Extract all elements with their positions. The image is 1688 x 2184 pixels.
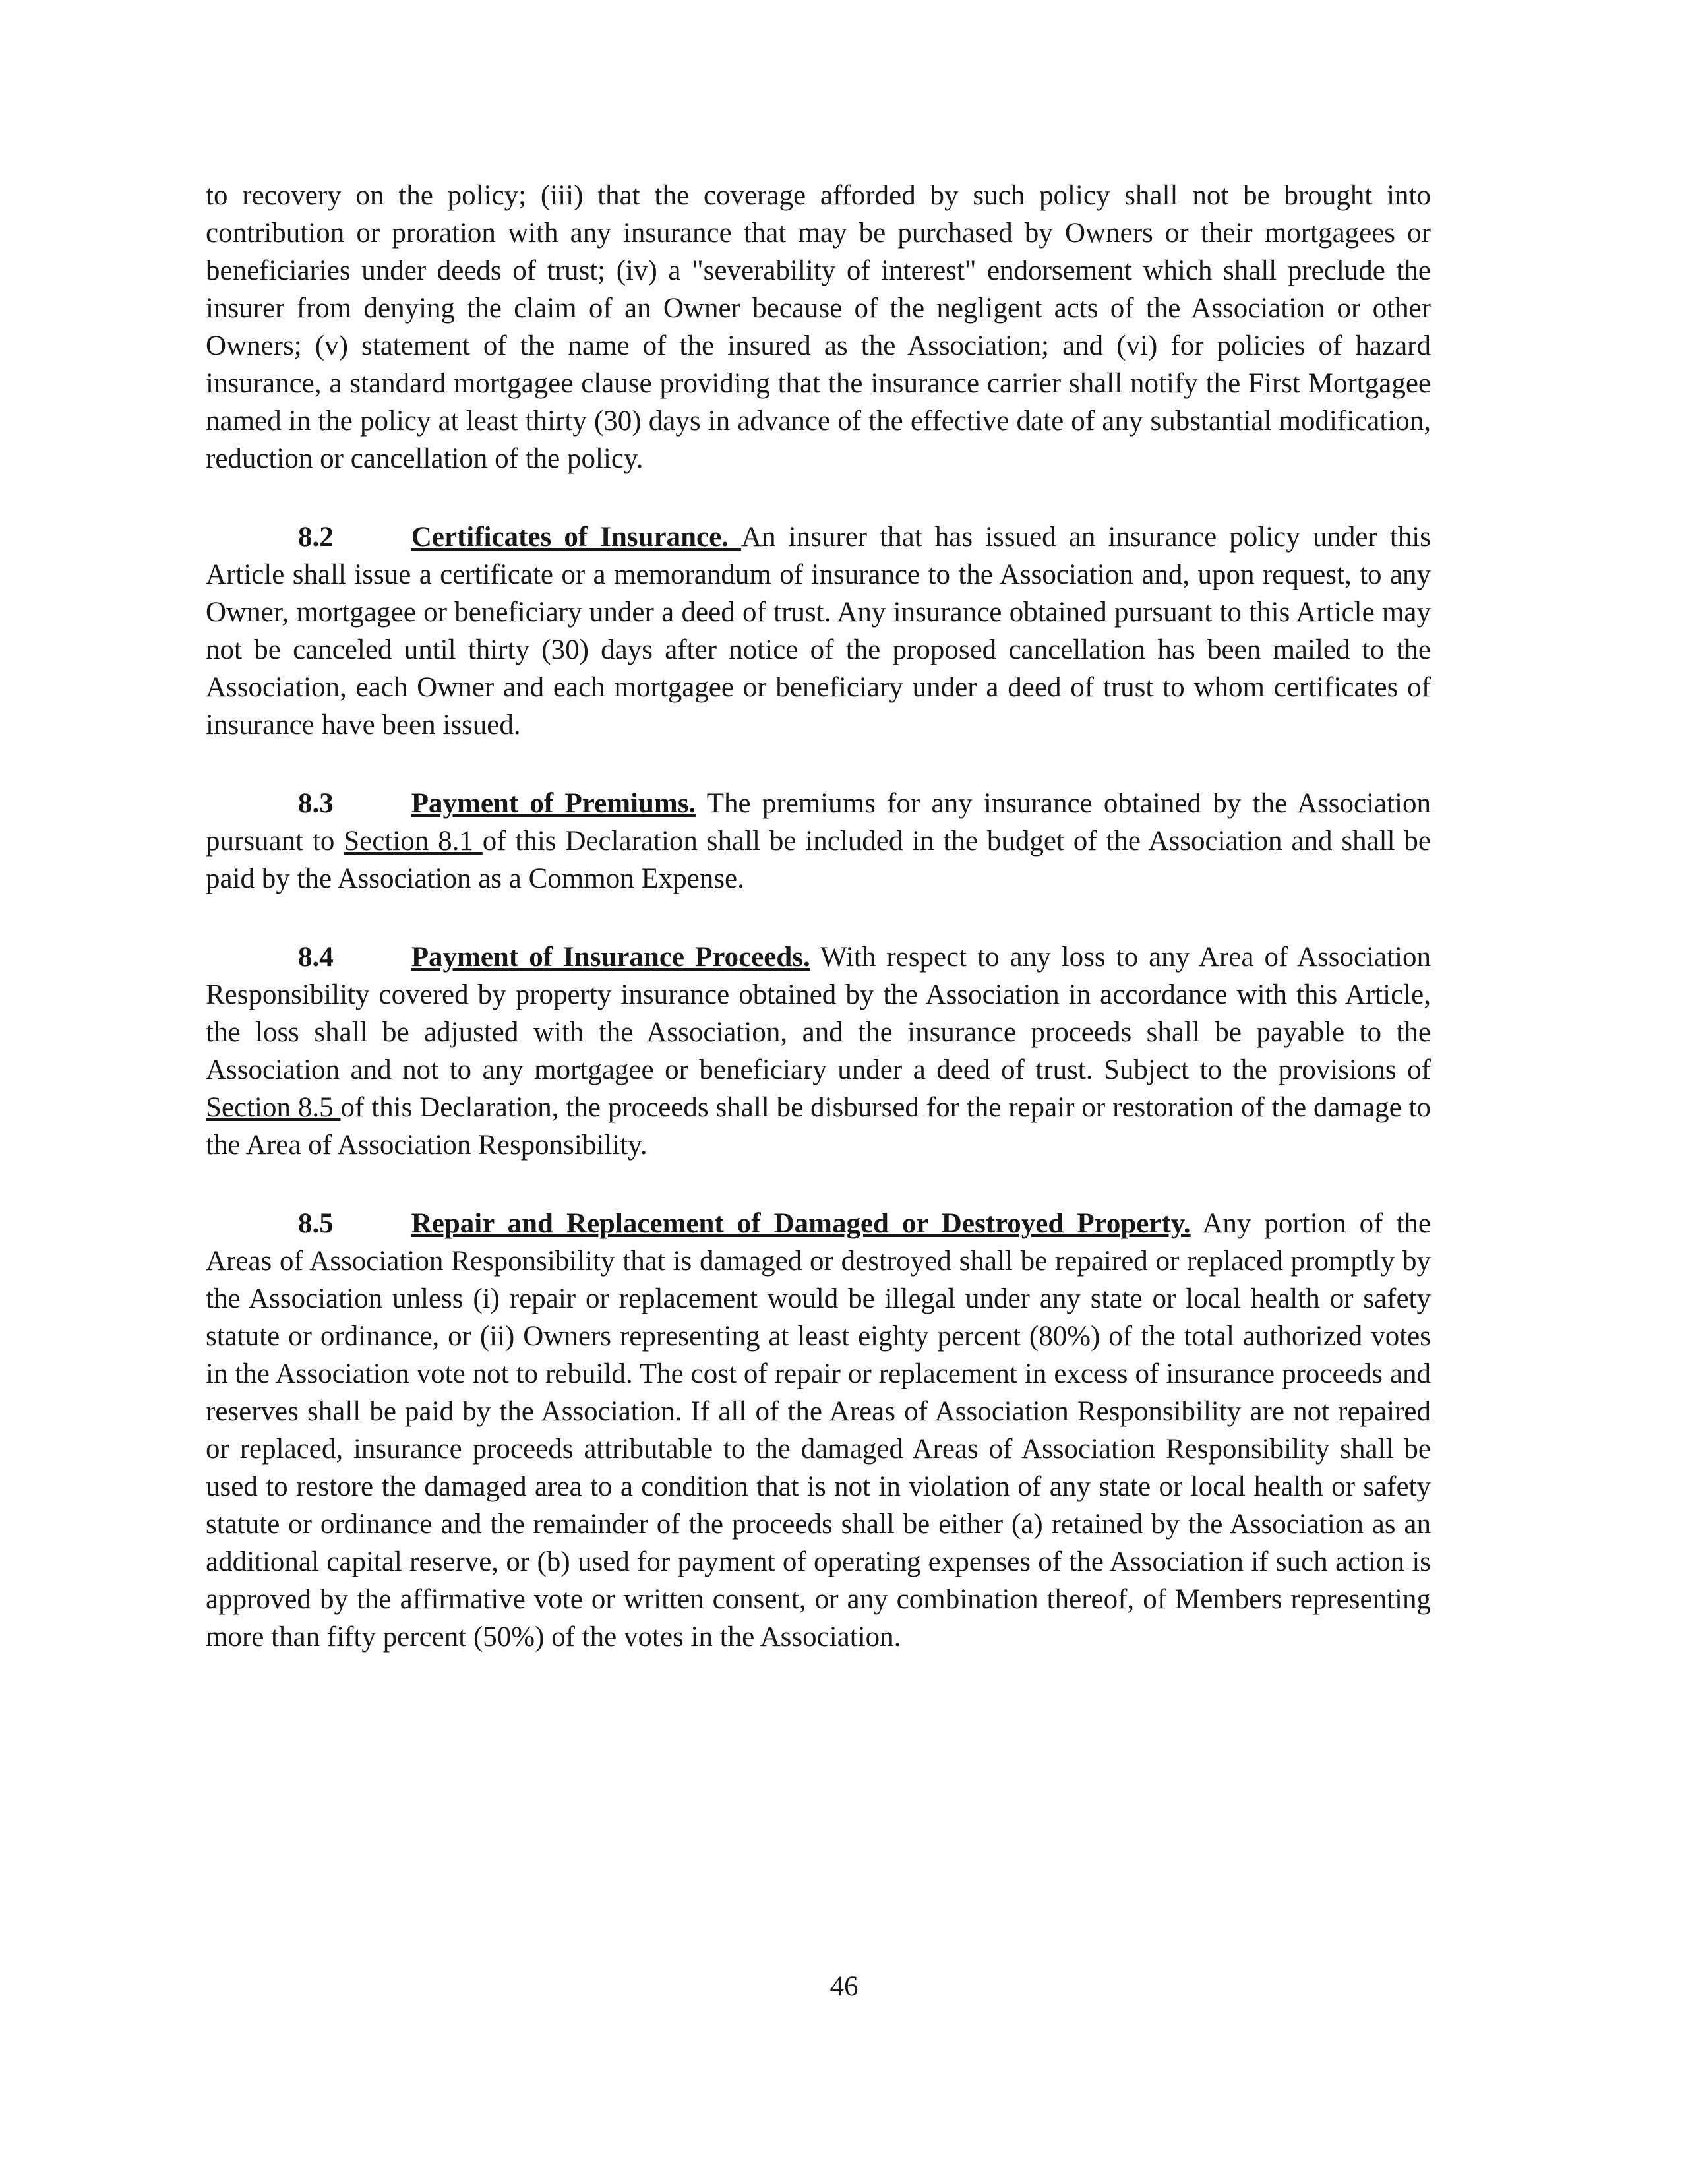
section-8-4-body: With respect to any loss to any Area of Association Responsibility covered by property insurance obtained by the Association in accordance with this Article, the loss shall be adjusted with the Association, and the insurance proceeds shall be payable to the Association and not to any mortgagee or beneficiary under a deed of trust. Subject to the provisions of <box>206 942 1431 1085</box>
section-8-2-number: 8.2 <box>298 522 334 553</box>
intro-paragraph: to recovery on the policy; (iii) that the coverage afforded by such policy shall not be brought into contribution or proration with any insurance that may be purchased by Owners or their mortgagees or beneficiaries under deeds of trust; (iv) a "severability of interest" endorsement which shall preclude the insurer from denying the claim of an Owner because of the negligent acts of the Association or other Owners; (v) statement of the name of the insured as the Association; and (vi) for policies of hazard insurance, a standard mortgagee clause providing that the insurance carrier shall notify the First Mortgagee named in the policy at least thirty (30) days in advance of the effective date of any substantial modification, reduction or cancellation of the policy. <box>206 180 1431 474</box>
section-8-3-heading: Payment of Premiums. <box>411 788 696 819</box>
page-number: 46 <box>829 1971 859 2002</box>
section-8-5 <box>206 1205 1431 1656</box>
section-8-5-body: Any portion of the Areas of Association Responsibility that is damaged or destroyed shall be repaired or replaced promptly by the Association unless (i) repair or replacement would be illegal under any state or local health or safety statute or ordinance, or (ii) Owners representing at least eighty percent (80%) of the total authorized votes in the Association vote not to rebuild. The cost of repair or replacement in excess of insurance proceeds and reserves shall be paid by the Association. If all of the Areas of Association Responsibility are not repaired or replaced, insurance proceeds attributable to the damaged Areas of Association Responsibility shall be used to restore the damaged area to a condition that is not in violation of any state or local health or safety statute or ordinance and the remainder of the proceeds shall be either (a) retained by the Association as an additional capital reserve, or (b) used for payment of operating expenses of the Association if such action is approved by the affirmative vote or written consent, or any combination thereof, of Members representing more than fifty percent (50%) of the votes in the Association. <box>206 1208 1432 1653</box>
section-8-4-reference: Section 8.5 <box>206 1092 341 1123</box>
section-8-4-number: 8.4 <box>298 942 334 973</box>
section-8-4-heading: Payment of Insurance Proceeds. <box>411 942 810 973</box>
section-8-3 <box>206 785 1431 897</box>
section-8-2-body: An insurer that has issued an insurance policy under this Article shall issue a certificate or a memorandum of insurance to the Association and, upon request, to any Owner, mortgagee or beneficiary under a deed of trust. Any insurance obtained pursuant to this Article may not be canceled until thirty (30) days after notice of the proposed cancellation has been mailed to the Association, each Owner and each mortgagee or beneficiary under a deed of trust to whom certificates of insurance have been issued. <box>206 522 1431 741</box>
section-8-3-body: The premiums for any insurance obtained by the Association pursuant to <box>206 788 1431 857</box>
section-8-5-heading: Repair and Replacement of Damaged or Destroyed Property. <box>411 1208 1191 1239</box>
section-8-3-number: 8.3 <box>298 788 334 819</box>
document-content <box>206 177 1431 1656</box>
section-8-3-reference: Section 8.1 <box>344 826 483 857</box>
section-8-5-number: 8.5 <box>298 1208 334 1239</box>
section-8-4 <box>206 938 1431 1164</box>
section-8-4-body-cont: of this Declaration, the proceeds shall be disbursed for the repair or restoration of the damage to the Area of Association Responsibility. <box>206 1092 1431 1161</box>
section-8-2 <box>206 518 1431 744</box>
section-8-3-body-cont: of this Declaration shall be included in the budget of the Association and shall be paid by the Association as a Common Expense. <box>206 826 1431 894</box>
section-8-2-heading: Certificates of Insurance. <box>411 522 742 553</box>
